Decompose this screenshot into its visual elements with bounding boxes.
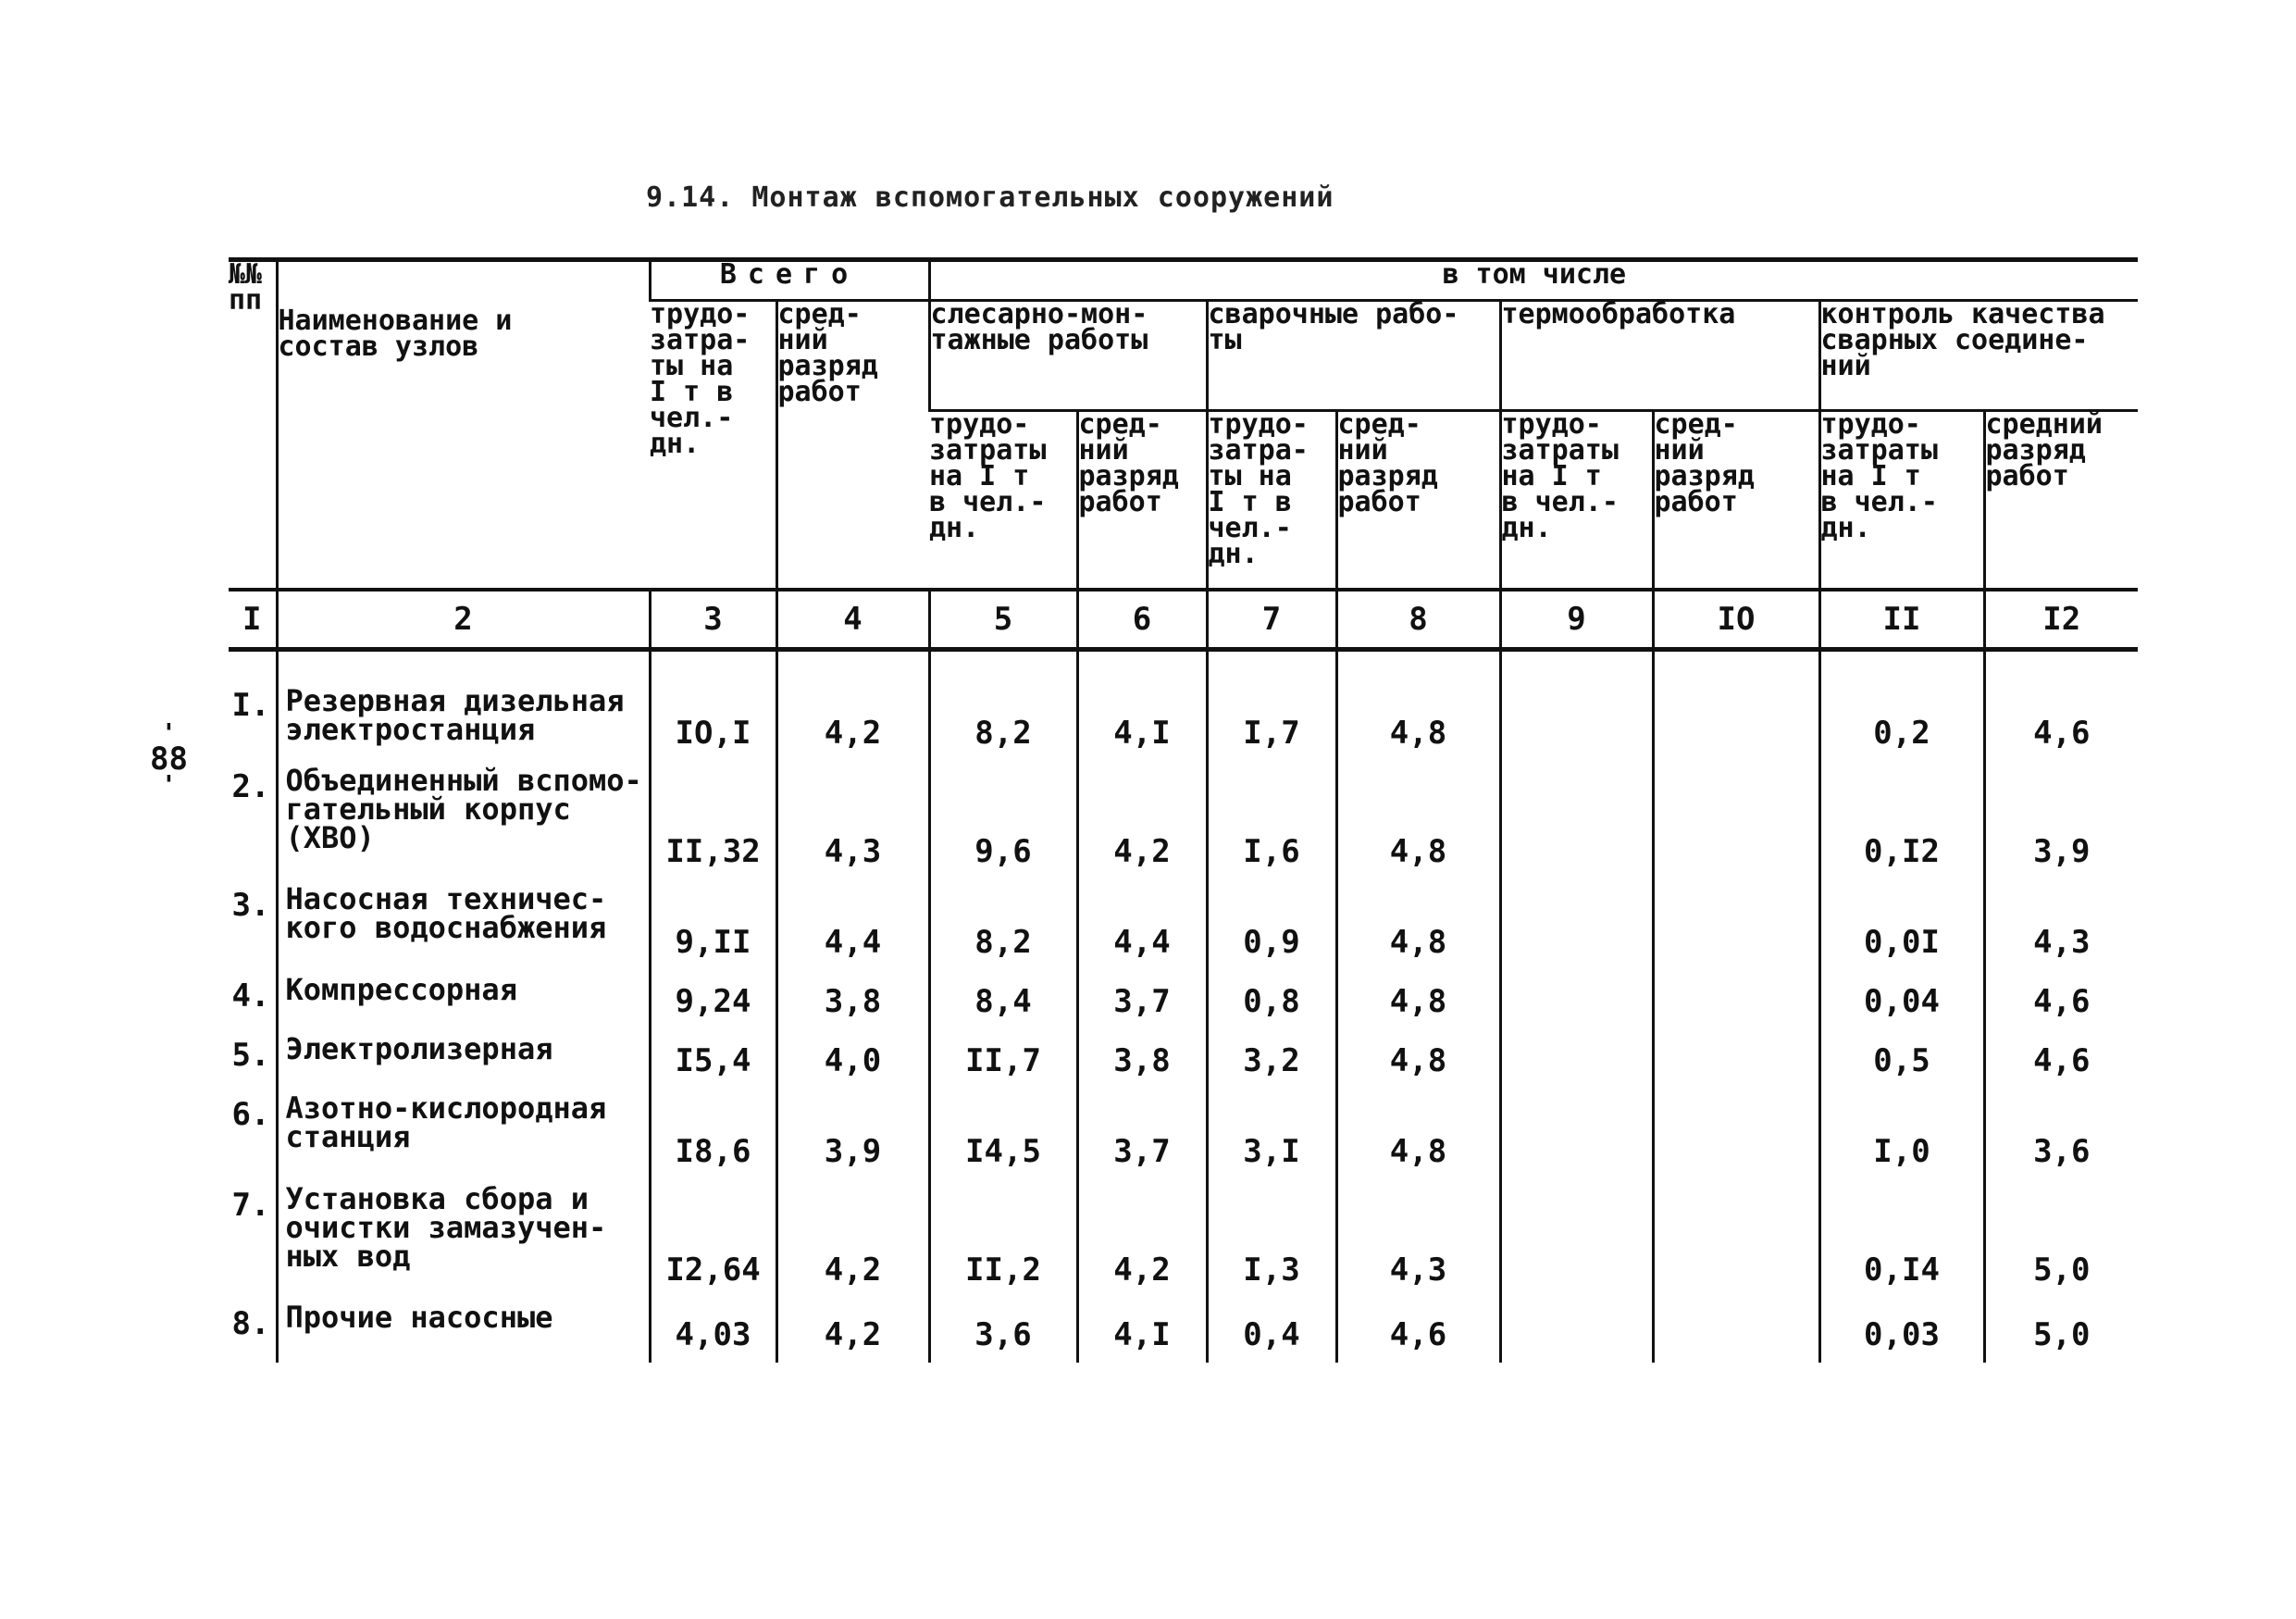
row-number: 4. <box>231 977 270 1015</box>
cell-welding-labor: 0,4 <box>1207 1298 1336 1363</box>
column-number: 5 <box>929 590 1077 650</box>
header-heat-labor: трудо- затраты на I т в чел.- дн. <box>1500 411 1653 591</box>
row-name: Электролизерная <box>277 1029 650 1089</box>
header-group-total: Всего <box>650 260 929 301</box>
cell-welding-labor: 3,2 <box>1207 1029 1336 1089</box>
cell-quality-labor: 0,0I <box>1819 879 1984 970</box>
cell-total-labor: 9,24 <box>650 970 776 1029</box>
cell-heat-grade <box>1653 761 1819 879</box>
cell-total-labor: 9,II <box>650 879 776 970</box>
margin-page-number: 88 <box>150 741 188 778</box>
column-number: II <box>1819 590 1984 650</box>
cell-fitting-labor: 8,2 <box>929 650 1077 761</box>
cell-heat-labor <box>1500 1089 1653 1179</box>
cell-fitting-labor: II,2 <box>929 1179 1077 1298</box>
cell-heat-labor <box>1500 970 1653 1029</box>
cell-heat-labor <box>1500 1029 1653 1089</box>
header-fitting-labor: трудо- затраты на I т в чел.- дн. <box>929 411 1077 591</box>
cell-welding-grade: 4,8 <box>1336 1089 1500 1179</box>
table-row <box>229 1179 2138 1298</box>
table-body <box>229 650 2138 1363</box>
cell-quality-labor: 0,I4 <box>1819 1179 1984 1298</box>
cell-fitting-labor: 8,4 <box>929 970 1077 1029</box>
cell-fitting-grade: 4,4 <box>1077 879 1207 970</box>
column-number: 8 <box>1336 590 1500 650</box>
table-row <box>229 650 2138 761</box>
header-row-number: №№ пп <box>229 260 277 591</box>
cell-welding-labor: 0,8 <box>1207 970 1336 1029</box>
margin-tick-bottom: ' <box>161 769 177 800</box>
cell-fitting-grade: 4,2 <box>1077 761 1207 879</box>
row-number: 2. <box>231 767 270 805</box>
cell-quality-grade: 4,6 <box>1984 650 2138 761</box>
row-name: Компрессорная <box>277 970 650 1029</box>
cell-quality-grade: 3,9 <box>1984 761 2138 879</box>
cell-fitting-labor: 9,6 <box>929 761 1077 879</box>
cell-fitting-labor: II,7 <box>929 1029 1077 1089</box>
table-row <box>229 1089 2138 1179</box>
header-heat-treatment: термообработка <box>1500 301 1819 411</box>
cell-total-grade: 4,0 <box>776 1029 929 1089</box>
cell-total-grade: 3,9 <box>776 1089 929 1179</box>
cell-fitting-grade: 4,2 <box>1077 1179 1207 1298</box>
cell-total-grade: 3,8 <box>776 970 929 1029</box>
cell-welding-grade: 4,6 <box>1336 1298 1500 1363</box>
table-row <box>229 761 2138 879</box>
cell-welding-grade: 4,8 <box>1336 879 1500 970</box>
cell-welding-labor: 3,I <box>1207 1089 1336 1179</box>
cell-heat-grade <box>1653 1298 1819 1363</box>
cell-total-labor: IO,I <box>650 650 776 761</box>
header-total-grade: сред- ний разряд работ <box>776 301 929 591</box>
table-row <box>229 1298 2138 1363</box>
header-quality-grade: средний разряд работ <box>1984 411 2138 591</box>
cell-quality-labor: 0,2 <box>1819 650 1984 761</box>
cell-welding-labor: I,6 <box>1207 761 1336 879</box>
table-row <box>229 1029 2138 1089</box>
row-name: Азотно-кислородная станция <box>277 1089 650 1179</box>
header-name: Наименование и состав узлов <box>277 260 650 591</box>
cell-heat-grade <box>1653 1179 1819 1298</box>
header-group-including: в том числе <box>929 260 2138 301</box>
cell-quality-grade: 4,6 <box>1984 1029 2138 1089</box>
cell-heat-labor <box>1500 650 1653 761</box>
cell-fitting-grade: 3,8 <box>1077 1029 1207 1089</box>
row-number: 6. <box>231 1095 270 1133</box>
cell-quality-grade: 4,3 <box>1984 879 2138 970</box>
row-number: 3. <box>231 886 270 924</box>
row-number: 8. <box>231 1304 270 1342</box>
cell-fitting-grade: 4,I <box>1077 1298 1207 1363</box>
cell-total-grade: 4,2 <box>776 650 929 761</box>
row-name: Объединенный вспомо- гательный корпус (ХВО) <box>277 761 650 879</box>
column-number: 9 <box>1500 590 1653 650</box>
column-number: 4 <box>776 590 929 650</box>
table-title: 9.14. Монтаж вспомогательных сооружений <box>646 181 1334 214</box>
cell-welding-grade: 4,8 <box>1336 650 1500 761</box>
cell-fitting-labor: I4,5 <box>929 1089 1077 1179</box>
header-total-labor: трудо- затра- ты на I т в чел.- дн. <box>650 301 776 591</box>
header-welding-works: сварочные рабо- ты <box>1207 301 1500 411</box>
column-number: I <box>229 590 277 650</box>
cell-quality-labor: 0,I2 <box>1819 761 1984 879</box>
cell-total-labor: II,32 <box>650 761 776 879</box>
row-name: Насосная техничес- кого водоснабжения <box>277 879 650 970</box>
cell-heat-labor <box>1500 761 1653 879</box>
cell-fitting-grade: 4,I <box>1077 650 1207 761</box>
cell-welding-labor: 0,9 <box>1207 879 1336 970</box>
cell-quality-grade: 4,6 <box>1984 970 2138 1029</box>
cell-quality-labor: 0,5 <box>1819 1029 1984 1089</box>
cell-total-labor: I2,64 <box>650 1179 776 1298</box>
cell-fitting-grade: 3,7 <box>1077 970 1207 1029</box>
header-fitting-works: слесарно-мон- тажные работы <box>929 301 1207 411</box>
cell-quality-labor: 0,03 <box>1819 1298 1984 1363</box>
column-number: 6 <box>1077 590 1207 650</box>
cell-quality-grade: 3,6 <box>1984 1089 2138 1179</box>
cell-total-labor: I5,4 <box>650 1029 776 1089</box>
row-number: 7. <box>231 1186 270 1224</box>
table-row <box>229 879 2138 970</box>
column-number-row <box>229 590 2138 650</box>
header-welding-grade: сред- ний разряд работ <box>1336 411 1500 591</box>
cell-quality-labor: 0,04 <box>1819 970 1984 1029</box>
column-number: IO <box>1653 590 1819 650</box>
column-number: I2 <box>1984 590 2138 650</box>
header-quality-control: контроль качества сварных соедине- ний <box>1819 301 2138 411</box>
header-welding-labor: трудо- затра- ты на I т в чел.- дн. <box>1207 411 1336 591</box>
cell-quality-labor: I,0 <box>1819 1089 1984 1179</box>
cell-total-labor: I8,6 <box>650 1089 776 1179</box>
row-name: Установка сбора и очистки замазучен- ных вод <box>277 1179 650 1298</box>
cell-total-grade: 4,4 <box>776 879 929 970</box>
page-number-margin <box>150 717 188 800</box>
margin-tick-top: ' <box>161 717 177 748</box>
cell-heat-labor <box>1500 1298 1653 1363</box>
cell-total-grade: 4,2 <box>776 1298 929 1363</box>
row-name: Прочие насосные <box>277 1298 650 1363</box>
cell-welding-labor: I,7 <box>1207 650 1336 761</box>
row-number: I. <box>231 687 270 724</box>
cell-quality-grade: 5,0 <box>1984 1179 2138 1298</box>
cell-heat-grade <box>1653 1029 1819 1089</box>
cell-fitting-labor: 3,6 <box>929 1298 1077 1363</box>
cell-total-grade: 4,2 <box>776 1179 929 1298</box>
norms-table <box>229 257 2138 1363</box>
cell-heat-grade <box>1653 879 1819 970</box>
cell-total-grade: 4,3 <box>776 761 929 879</box>
cell-quality-grade: 5,0 <box>1984 1298 2138 1363</box>
cell-heat-grade <box>1653 1089 1819 1179</box>
cell-welding-grade: 4,8 <box>1336 970 1500 1029</box>
cell-welding-grade: 4,3 <box>1336 1179 1500 1298</box>
header-quality-labor: трудо- затраты на I т в чел.- дн. <box>1819 411 1984 591</box>
cell-heat-grade <box>1653 650 1819 761</box>
cell-welding-grade: 4,8 <box>1336 761 1500 879</box>
header-fitting-grade: сред- ний разряд работ <box>1077 411 1207 591</box>
cell-heat-labor <box>1500 1179 1653 1298</box>
column-number: 3 <box>650 590 776 650</box>
cell-total-labor: 4,03 <box>650 1298 776 1363</box>
table-row <box>229 970 2138 1029</box>
cell-heat-labor <box>1500 879 1653 970</box>
column-number: 7 <box>1207 590 1336 650</box>
column-number: 2 <box>277 590 650 650</box>
cell-welding-labor: I,3 <box>1207 1179 1336 1298</box>
cell-fitting-grade: 3,7 <box>1077 1089 1207 1179</box>
cell-welding-grade: 4,8 <box>1336 1029 1500 1089</box>
row-name: Резервная дизельная электростанция <box>277 650 650 761</box>
header-heat-grade: сред- ний разряд работ <box>1653 411 1819 591</box>
cell-heat-grade <box>1653 970 1819 1029</box>
row-number: 5. <box>231 1036 270 1074</box>
cell-fitting-labor: 8,2 <box>929 879 1077 970</box>
